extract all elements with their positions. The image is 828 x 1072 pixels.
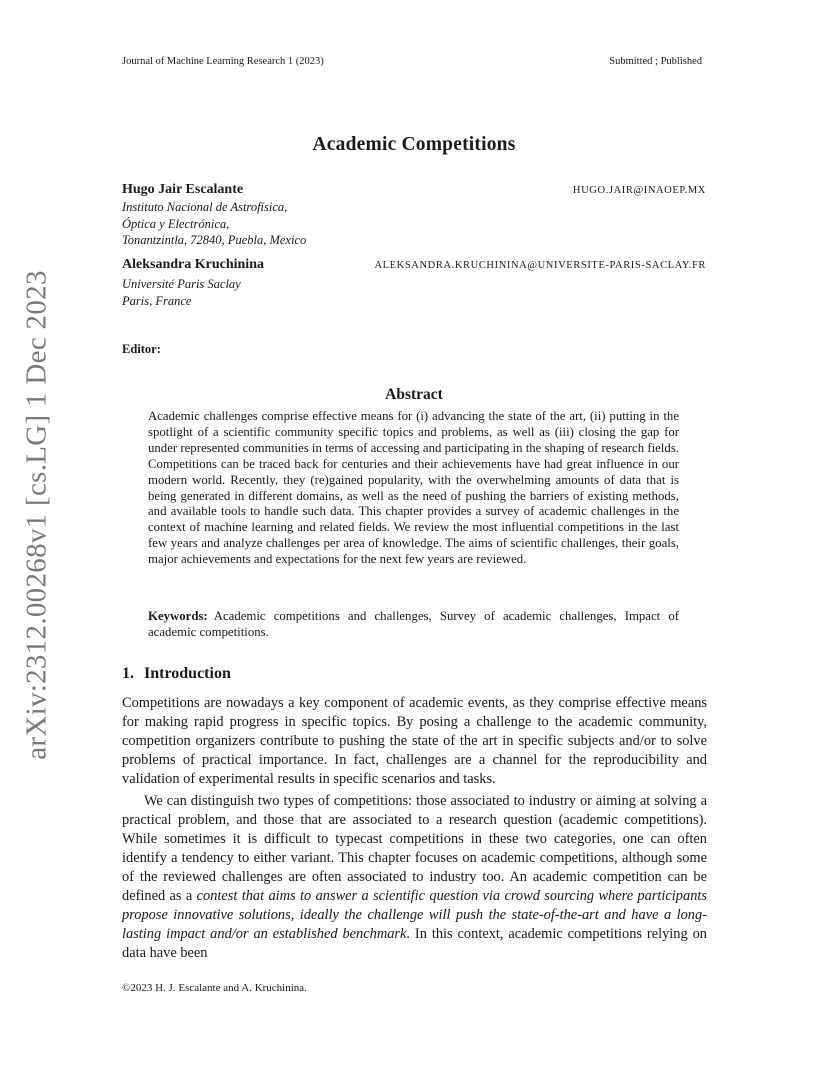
paragraph-text: . In this context, academic competitions relying on data have been <box>122 926 707 961</box>
author-email[interactable]: HUGO.JAIR@INAOEP.MX <box>572 185 706 196</box>
affiliation-line: Paris, France <box>122 293 192 308</box>
submission-status: Submitted ; Published <box>609 56 702 67</box>
abstract-heading: Abstract <box>385 386 443 403</box>
intro-paragraph-1: Competitions are nowadays a key component of academic events, as they comprise effective means for making rapid progress in specific topics. By posing a challenge to the academic community, competition organizers contribute to pushing the state of the art in specific subjects and/or to solve problems of practical importance. In fact, challenges are a channel for the reproducibility and validation of experimental results in specific scenarios and tasks. <box>122 695 707 787</box>
section-number: 1. <box>122 665 134 682</box>
author-email[interactable]: ALEKSANDRA.KRUCHININA@UNIVERSITE-PARIS-SACLAY.FR <box>374 260 706 271</box>
author-affiliation <box>122 199 306 249</box>
editor-label: Editor: <box>122 342 161 356</box>
section-title: Introduction <box>144 665 231 682</box>
paragraph-text: We can distinguish two types of competitions: those associated to industry or aiming at solving a practical problem, and those that are associated to a research question (academic competitions). While sometimes it is difficult to typecast competitions in these two categories, one can often identify a tendency to either variant. This chapter focuses on academic competitions, although some of the reviewed challenges are often associated to industry too. An academic competition can be defined as a <box>122 793 707 904</box>
affiliation-line: Tonantzintla, 72840, Puebla, Mexico <box>122 233 307 247</box>
paper-title: Academic Competitions <box>312 134 516 155</box>
keywords <box>148 609 679 641</box>
affiliation-line: Óptica y Electrónica, <box>122 216 230 231</box>
affiliation-line: Université Paris Saclay <box>122 277 241 291</box>
affiliation-line: Instituto Nacional de Astrofísica, <box>122 200 288 214</box>
definition-italic: contest that aims to answer a scientific question via crowd sourcing where participants propose innovative solutions, ideally the challenge will push the state-of-the-art and have a long-lasting impact and/or an established benchmark <box>122 888 707 942</box>
copyright-footer: ©2023 H. J. Escalante and A. Kruchinina. <box>122 982 307 994</box>
arxiv-stamp: arXiv:2312.00268v1 [cs.LG] 1 Dec 2023 <box>20 270 53 760</box>
author-affiliation <box>122 276 241 309</box>
journal-header: Journal of Machine Learning Research 1 (2023) <box>122 56 324 67</box>
author-name: Aleksandra Kruchinina <box>122 257 264 272</box>
author-name: Hugo Jair Escalante <box>122 182 244 197</box>
intro-paragraph-2 <box>122 792 707 963</box>
keywords-label: Keywords: <box>148 609 208 623</box>
abstract-text: Academic challenges comprise effective means for (i) advancing the state of the art, (ii) putting in the spotlight of a scientific community specific topics and problems, as well as (iii) closing the gap for under represented communities in terms of accessing and participating in the shaping of research fields. Competitions can be traced back for centuries and their achievements have had great influence in our modern world. Recently, they (re)gained popularity, with the overwhelming amounts of data that is being generated in different domains, as well as the need of pushing the barriers of existing methods, and available tools to handle such data. This chapter provides a survey of academic challenges in the context of machine learning and related fields. We review the most influential competitions in the last few years and analyze challenges per area of knowledge. The aims of scientific challenges, their goals, major achievements and expectations for the next few years are reviewed. <box>148 409 679 567</box>
keywords-text: Academic competitions and challenges, Survey of academic challenges, Impact of academic competitions. <box>148 609 679 639</box>
section-heading <box>122 665 231 683</box>
